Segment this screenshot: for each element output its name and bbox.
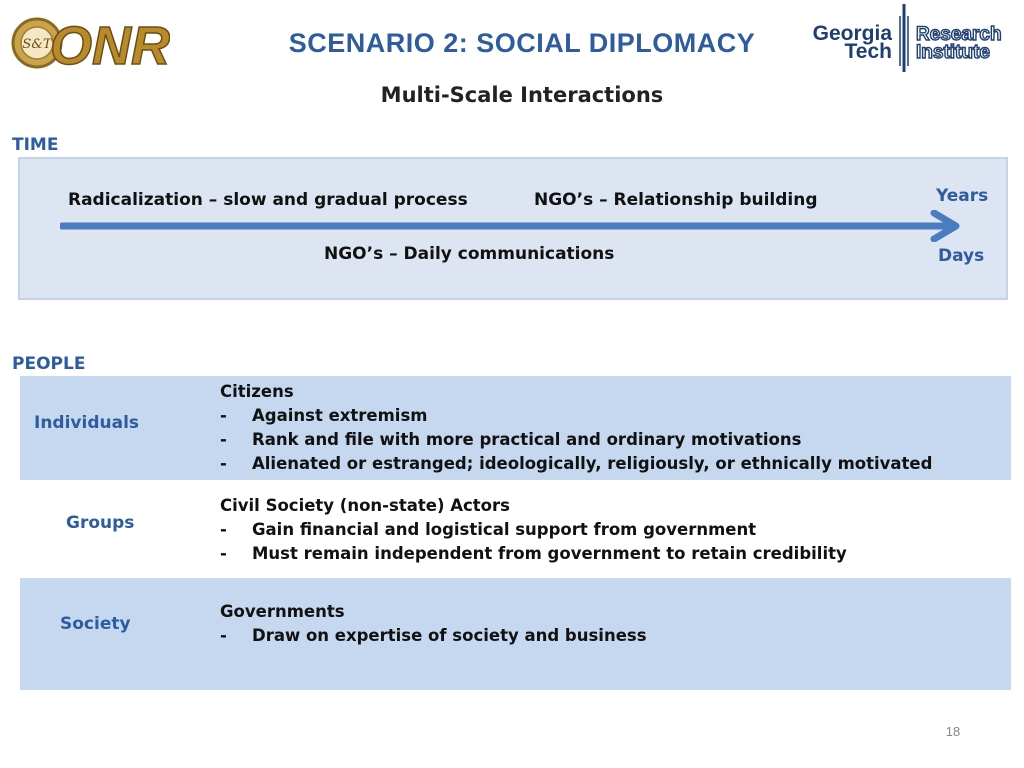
row-heading: Governments — [220, 602, 345, 621]
bullet-marker: - — [220, 430, 227, 449]
gtri-research-text: Research — [916, 24, 1002, 45]
list-item: - Gain financial and logistical support from government — [220, 518, 847, 542]
bullet-marker: - — [220, 406, 227, 425]
people-section-label: PEOPLE — [12, 354, 86, 374]
time-arrow — [60, 210, 970, 242]
gtri-logo — [796, 0, 1022, 76]
list-item: - Against extremism — [220, 404, 932, 428]
bullet-marker: - — [220, 544, 227, 563]
list-item: - Alienated or estranged; ideologically, religiously, or ethnically motivated — [220, 452, 932, 476]
row-label-groups: Groups — [66, 513, 135, 533]
row-label-individuals: Individuals — [34, 413, 140, 433]
bullet-marker: - — [220, 520, 227, 539]
row-content-society — [220, 600, 647, 648]
time-scale-years: Years — [936, 186, 989, 206]
list-item: - Rank and file with more practical and ordinary motivations — [220, 428, 932, 452]
page-title: SCENARIO 2: SOCIAL DIPLOMACY — [288, 28, 756, 58]
time-ngo-relationship-text: NGO’s – Relationship building — [534, 190, 818, 210]
row-content-individuals — [220, 380, 932, 476]
row-content-groups — [220, 494, 847, 566]
bullet-marker: - — [220, 626, 227, 645]
time-ngo-daily-text: NGO’s – Daily communications — [324, 244, 615, 264]
list-item: - Must remain independent from government to retain credibility — [220, 542, 847, 566]
gtri-tech-text: Tech — [844, 40, 892, 63]
row-heading: Civil Society (non-state) Actors — [220, 496, 510, 515]
bullet-marker: - — [220, 454, 227, 473]
page-subtitle: Multi-Scale Interactions — [380, 83, 664, 107]
time-section-label: TIME — [12, 135, 59, 155]
onr-seal-text: S&T — [22, 37, 52, 52]
page-number: 18 — [945, 724, 961, 739]
gtri-georgia-text: Georgia — [812, 22, 892, 45]
list-item: - Draw on expertise of society and business — [220, 624, 647, 648]
row-heading: Citizens — [220, 382, 294, 401]
onr-logo-text: ONR — [50, 16, 170, 76]
row-label-society: Society — [60, 614, 131, 634]
time-scale-days: Days — [938, 246, 985, 266]
time-radicalization-text: Radicalization – slow and gradual process — [68, 190, 468, 210]
gtri-institute-text: Institute — [916, 42, 990, 63]
